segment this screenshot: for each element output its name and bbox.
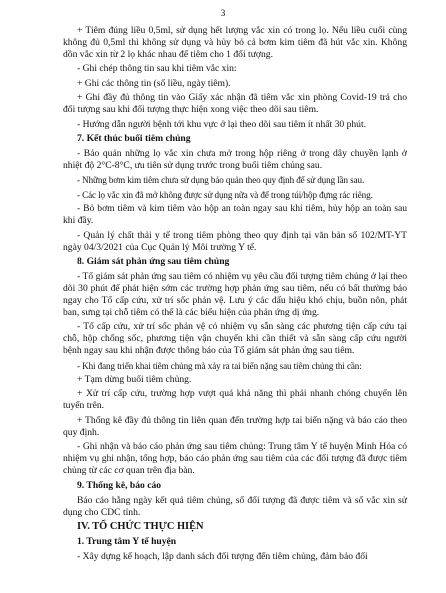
paragraph: - Xây dựng kế hoạch, lập danh sách đối tượng đến tiêm chủng, đảm bảo đối: [77, 551, 368, 563]
paragraph: - Hướng dẫn người bệnh tới khu vực ở lại theo dõi sau tiêm ít nhất 30 phút.: [77, 118, 367, 130]
paragraph: - Tổ giám sát phản ứng sau tiêm có nhiệm vụ yêu cầu đối tượng tiêm chủng ở lại theo dõi 30 phút để phát hiện sớm các trường hợp phản ứng sau tiêm, nếu có bất thường báo ngay cho Tổ cấp cứu, xử trí sốc phản vệ. Lưu ý các dấu hiệu khó chịu, buồn nôn, phát ban, sưng tại chỗ tiêm có thể là các biểu hiện của phản ứng dị ứng.: [63, 270, 407, 318]
chapter-heading: IV. TỔ CHỨC THỰC HIỆN: [77, 521, 204, 533]
paragraph: + Tiêm đúng liều 0,5ml, sử dụng hết lượng vắc xin có trong lọ. Nếu liều cuối cùng không đủ 0,5ml thì không sử dụng và hủy bỏ cả bơm kim tiêm đã hút vắc xin. Không dồn vắc xin từ 2 lọ khác nhau để tiêm cho 1 đối tượng.: [63, 25, 407, 60]
paragraph: Báo cáo hằng ngày kết quả tiêm chủng, số đối tượng đã được tiêm và số vắc xin sử dụng cho CDC tỉnh.: [63, 494, 407, 518]
paragraph: - Tổ cấp cứu, xử trí sốc phản vệ có nhiệm vụ sẵn sàng các phương tiện cấp cứu tại chỗ, hộp chống sốc, phương tiện vận chuyển khi cần thiết và sẵn sàng cấp cứu người bệnh ngay sau khi nhận được thông báo của Tổ giám sát phản ứng sau tiêm.: [63, 321, 407, 357]
paragraph: + Tạm dừng buổi tiêm chủng.: [77, 374, 192, 386]
paragraph: - Bỏ bơm tiêm và kim tiêm vào hộp an toàn ngay sau khi tiêm, hủy hộp an toàn sau khi đầy.: [63, 203, 407, 227]
document-body: [63, 25, 407, 565]
paragraph: - Các lọ vắc xin đã mở không được sử dụng nữa và để trong túi/hộp đựng rác riêng.: [77, 189, 373, 200]
paragraph: + Xử trí cấp cứu, trường hợp vượt quá khả năng thì phải nhanh chóng chuyển lên tuyến trên.: [63, 388, 407, 412]
paragraph: - Ghi nhận và báo cáo phản ứng sau tiêm chủng: Trung tâm Y tế huyện Minh Hóa có nhiệm vụ ghi nhận, tổng hợp, báo cáo phản ứng sau tiêm của các đối tượng đã được tiêm chủng từ các cơ quan trên địa bàn.: [63, 441, 407, 477]
section-heading: 8. Giám sát phản ứng sau tiêm chủng: [77, 255, 230, 267]
paragraph: - Quản lý chất thải y tế trong tiêm phòng theo quy định tại văn bản số 102/MT-YT ngày 04/3/2021 của Cục Quản lý Môi trường Y tế.: [63, 229, 407, 253]
section-heading: 9. Thống kê, báo cáo: [77, 479, 162, 491]
paragraph: - Ghi chép thông tin sau khi tiêm vắc xin:: [77, 63, 237, 75]
paragraph: + Thống kê đầy đủ thông tin liên quan đến trường hợp tai biến nặng và báo cáo theo quy định.: [63, 414, 407, 438]
paragraph: - Khi đang triển khai tiêm chủng mà xảy ra tai biến nặng sau tiêm chủng thì cần:: [77, 360, 362, 371]
paragraph: - Những bơm kim tiêm chưa sử dụng bảo quản theo quy định để sử dụng lần sau.: [77, 175, 365, 186]
section-heading: 1. Trung tâm Y tế huyện: [77, 536, 177, 548]
paragraph: - Bảo quản những lọ vắc xin chưa mở trong hộp riêng ở trong dây chuyền lạnh ở nhiệt độ 2°C-8°C, ưu tiên sử dụng trước trong buổi tiêm chủng sau.: [63, 147, 407, 171]
paragraph: + Ghi các thông tin (số liều, ngày tiêm).: [77, 77, 231, 89]
paragraph: + Ghi đầy đủ thông tin vào Giấy xác nhận đã tiêm vắc xin phòng Covid-19 trả cho đối tượng sau khi đối tượng thực hiện xong việc theo dõi sau tiêm.: [63, 92, 407, 116]
section-heading: 7. Kết thúc buổi tiêm chủng: [77, 132, 191, 144]
page-number: 3: [220, 9, 226, 19]
